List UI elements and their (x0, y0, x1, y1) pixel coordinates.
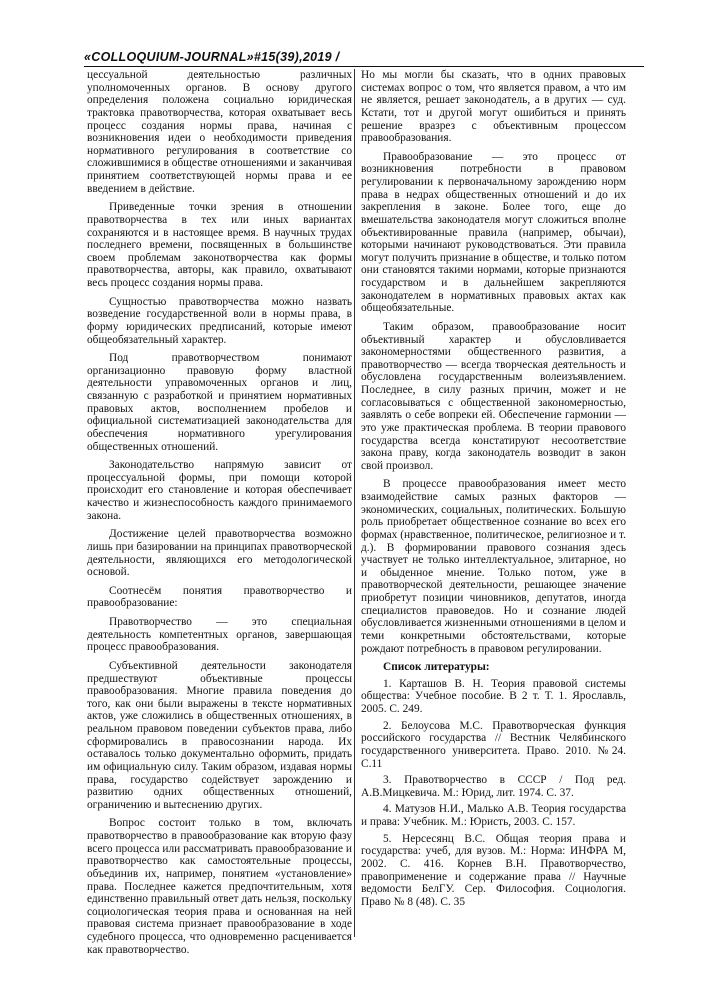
paragraph: Субъективной деятельности законодателя предшествуют объективные процессы правообразования. Многие правила поведения до того, как они были выражены в тексте нормативных актов, уже сложились в общественных отношениях, в реальном правовом поведении субъектов права, либо сформировались в правосознании народа. Их оставалось только документально оформить, придать им официальную силу. Таким образом, издавая нормы права, государство содействует зарождению и развитию одних общественных отношений, ограничению и вытеснению других. (87, 659, 352, 811)
bibliography-item: 3. Правотворчество в СССР / Под ред. А.В.Мицкевича. М.: Юрид, лит. 1974. С. 37. (361, 774, 626, 799)
paragraph: Законодательство напрямую зависит от процессуальной формы, при помощи которой происходит его становление и которая обеспечивает качество и жизнеспособность каждого принимаемого закона. (87, 459, 352, 522)
paragraph: Под правотворчеством понимают организационно правовую форму властной деятельности управомоченных органов и лиц, связанную с разработкой и принятием нормативных правовых актов, восполнением пробелов и официальной систематизацией законодательства для обеспечения нормативного урегулирования общественных отношений. (87, 352, 352, 453)
paragraph: Но мы могли бы сказать, что в одних правовых системах вопрос о том, что является правом, а что им не является, решает законодатель, а в других — суд. Кстати, тот и другой могут ошибиться и принять решение вразрез с объективным процессом правообразования. (361, 69, 626, 145)
paragraph: Таким образом, правообразование носит объективный характер и обусловливается закономерностями общественного развития, а правотворчество — всегда творческая деятельность и обусловлена государственным волеизъявлением. Последнее, в силу разных причин, может и не согласовываться с общественной закономерностью, заявлять о себе вопреки ей. Обеспечение гармонии — это уже практическая проблема. В теории правового государства всегда констатируют несоответствие закона праву, когда законодатель возводит в закон свой произвол. (361, 320, 626, 472)
bibliography-item: 4. Матузов Н.И., Малько А.В. Теория государства и права: Учебник. М.: Юристь, 2003. С. 157. (361, 803, 626, 828)
paragraph: Вопрос состоит только в том, включать правотворчество в правообразование как вторую фазу всего процесса или рассматривать правообразование и правотворчество как самостоятельные процессы, объединив их, например, понятием «установление» права. Последнее кажется предпочтительным, хотя единственно правильный ответ дать нельзя, поскольку социологическая теория права и основанная на ней правовая система признает правообразование в ходе судебного процесса, что одновременно расценивается как правотворчество. (87, 817, 352, 956)
page-header (84, 50, 644, 67)
journal-header-title: «COLLOQUIUM-JOURNAL»#15(39),2019 / (84, 50, 340, 64)
bibliography-item: 1. Карташов В. Н. Теория правовой системы общества: Учебное пособие. В 2 т. Т. 1. Ярославль, 2005. С. 249. (361, 677, 626, 715)
bibliography-item: 5. Нерсесянц В.С. Общая теория права и государства: учеб, для вузов. М.: Норма: ИНФРА М, 2002. С. 416. Корнев В.Н. Правотворчество, правоприменение и содержание права // Научные ведомости БелГУ. Сер. Философия. Социология. Право № 8 (48). С. 35 (361, 832, 626, 908)
paragraph: цессуальной деятельностью различных уполномоченных органов. В основу другого определения положена социально юридическая трактовка правотворчества, которая охватывает весь процесс создания нормы права, начиная с возникновения идеи о необходимости приведения нормативного регулирования в соответствие со сложившимися в обществе отношениями и заканчивая принятием соответствующей нормы права и ее введением в действие. (87, 69, 352, 195)
paragraph: Достижение целей правотворчества возможно лишь при базировании на принципах правотворческой деятельности, являющихся его методологической основой. (87, 528, 352, 579)
paragraph: Приведенные точки зрения в отношении правотворчества в тех или иных вариантах сохраняются и в настоящее время. В научных трудах последнего времени, посвященных в большинстве своем проблемам законотворчества как формы правотворчества, авторы, как правило, охватывают весь процесс создания нормы права. (87, 201, 352, 289)
header-rule (84, 66, 644, 67)
paragraph: Сущностью правотворчества можно назвать возведение государственной воли в нормы права, в форму юридических предписаний, которые имеют общеобязательный характер. (87, 295, 352, 346)
paragraph: Соотнесём понятия правотворчество и правообразование: (87, 584, 352, 610)
paragraph: Правотворчество — это специальная деятельность компетентных органов, завершающая процесс правообразования. (87, 616, 352, 654)
left-column (87, 69, 352, 956)
bibliography-heading: Список литературы: (383, 661, 490, 674)
right-column (361, 69, 626, 908)
paragraph: В процессе правообразования имеет место взаимодействие самых разных факторов — экономических, социальных, политических. Большую роль приобретает общественное сознание во всех его формах (нравственное, политическое, религиозное и т. д.). В формировании правового сознания здесь участвует не только интеллектуальное, элитарное, но и обыденное мнение. Только потом, уже в правотворческой деятельности, решающее значение приобретут позиции чиновников, депутатов, иногда специалистов правоведов. Но и сознание людей обусловливается жизненными отношениями в целом и теми конкретными обстоятельствами, которые рождают потребность в правовом регулировании. (361, 478, 626, 655)
column-divider (354, 69, 355, 937)
paragraph: Правообразование — это процесс от возникновения потребности в правовом регулировании к первоначальному зарождению норм права в недрах общественных отношений и до их закрепления в законе. Более того, еще до вмешательства законодателя могут сложиться вполне объективированные правила (например, обычаи), которыми начинают руководствоваться. Эти правила могут получить признание в обществе, и только потом они становятся такими нормами, которые признаются государством и в дальнейшем закрепляются законодателем в нормативных правовых актах как общеобязательные. (361, 150, 626, 315)
bibliography-item: 2. Белоусова М.С. Правотворческая функция российского государства // Вестник Челябинского государственного университета. Право. 2010. №24. С.11 (361, 719, 626, 770)
